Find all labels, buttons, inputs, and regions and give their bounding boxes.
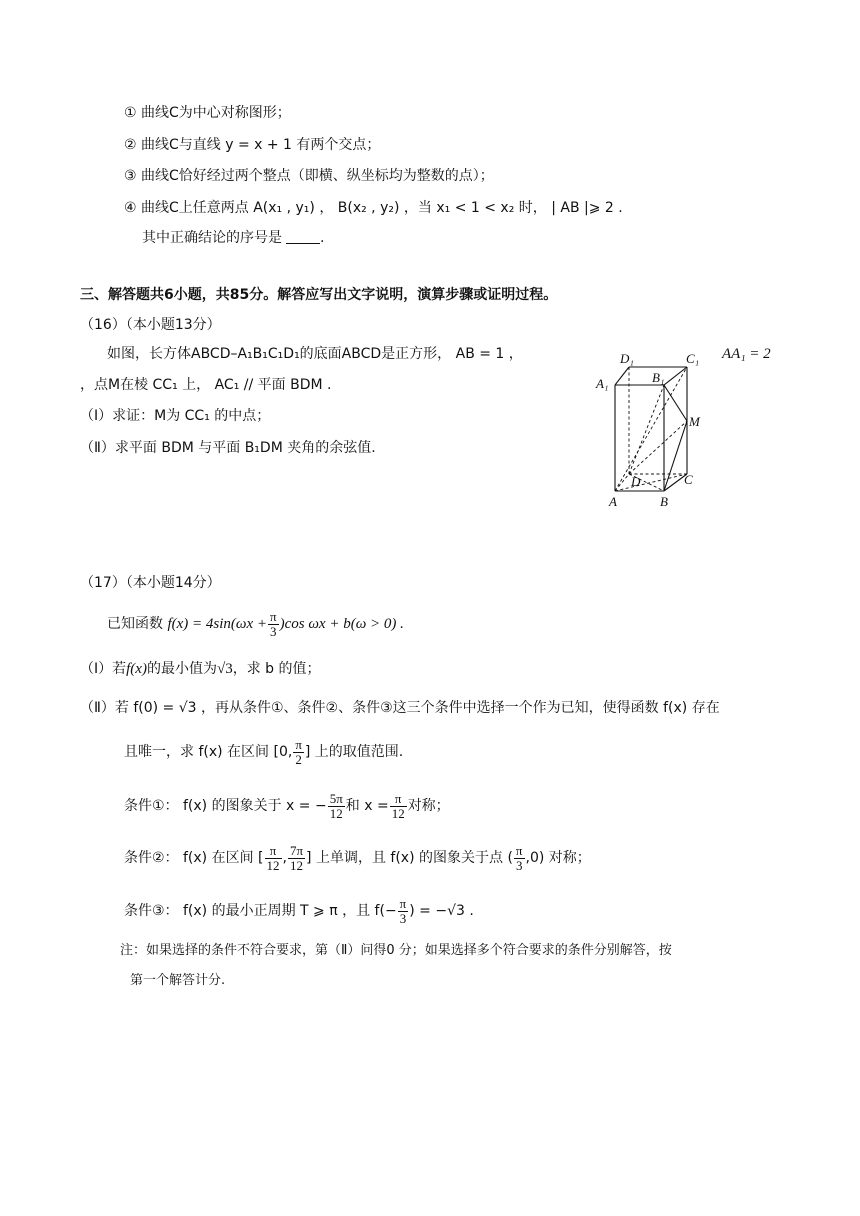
q15-item-1: ① 曲线C为中心对称图形； xyxy=(124,105,291,121)
q17-condition-2: 条件②： f(x) 在区间 [ $\frac{\pi}{12}$ , $\frac{7\pi}{12}$ ] 上单调，且 f(x) 的图象关于点 ( $\frac{\pi}{3}$ ,0) 对称； xyxy=(124,842,591,873)
q15-conclusion-text: 其中正确结论的序号是 xyxy=(142,230,282,246)
q17-part2-line1: （Ⅱ）若 f(0) = √3 ，再从条件①、条件②、条件③这三个条件中选择一个作为已知，使得函数 f(x) 存在 xyxy=(80,700,720,716)
edge-a1d1 xyxy=(615,367,629,385)
q17-part1: （Ⅰ）若f(x)的最小值为√3，求 b 的值； xyxy=(80,661,321,677)
frac-7pi-12: $\frac{7\pi}{12}$ xyxy=(289,842,304,873)
label-m: M xyxy=(689,414,700,429)
section-three-heading: 三、解答题共6小题，共85分。解答应写出文字说明，演算步骤或证明过程。 xyxy=(80,287,558,303)
frac-5pi-12: $\frac{5\pi}{12}$ xyxy=(329,790,343,821)
segment-b1m xyxy=(664,385,687,421)
label-a: A xyxy=(609,494,617,509)
label-d: D xyxy=(631,474,641,489)
frac-pi-2: $\frac{\pi}{2}$ xyxy=(295,736,302,767)
frac-pi-12-b: $\frac{\pi}{12}$ xyxy=(266,842,280,873)
label-b1: B₁ xyxy=(652,370,665,385)
func-left: f(x) = 4sin(ωx + xyxy=(167,616,268,632)
q17-given-prefix: 已知函数 xyxy=(107,616,163,632)
edge-b1c1 xyxy=(664,367,687,385)
cuboid-figure xyxy=(592,350,722,515)
frac-pi-3: $\frac{\pi}{3}$ xyxy=(270,608,277,639)
q17-note-line2: 第一个解答计分. xyxy=(130,973,226,988)
q15-conclusion: 其中正确结论的序号是 . xyxy=(142,230,325,246)
q17-note-line1: 注：如果选择的条件不符合要求，第（Ⅱ）问得0 分；如果选择多个符合要求的条件分别解答，按 xyxy=(120,943,672,958)
frac-pi-12: $\frac{\pi}{12}$ xyxy=(391,790,405,821)
q15-item-4: ④ 曲线C上任意两点 A(x₁ , y₁) ， B(x₂ , y₂) ，当 x₁ < 1 < x₂ 时， | AB |⩾ 2 . xyxy=(124,200,623,216)
q16-part2: （Ⅱ）求平面 BDM 与平面 B₁DM 夹角的余弦值. xyxy=(80,440,376,456)
q16-stem-line2: ，点M在棱 CC₁ 上， AC₁ // 平面 BDM . xyxy=(80,377,332,393)
q17-header: （17）（本小题14分） xyxy=(80,575,221,591)
frac-pi-3-c: $\frac{\pi}{3}$ xyxy=(399,895,407,926)
segment-db1 xyxy=(629,385,664,474)
frac-pi-3-b: $\frac{\pi}{3}$ xyxy=(515,842,523,873)
q16-stem-line1: 如图，长方体ABCD–A₁B₁C₁D₁的底面ABCD是正方形， AB = 1 ， xyxy=(107,346,523,362)
q16-header: （16）（本小题13分） xyxy=(80,317,221,333)
answer-blank xyxy=(286,229,320,244)
label-b: B xyxy=(660,494,668,509)
func-right: )cos ωx + b(ω > 0) . xyxy=(279,616,404,632)
diagonal-ac1 xyxy=(615,367,687,491)
q16-part1: （Ⅰ）求证：M为 CC₁ 的中点； xyxy=(80,408,271,424)
q17-condition-1: 条件①： f(x) 的图象关于 x = − $\frac{5\pi}{12}$ 和 x = $\frac{\pi}{12}$ 对称； xyxy=(124,790,450,821)
q17-condition-3: 条件③： f(x) 的最小正周期 T ⩾ π ，且 f(− $\frac{\pi}{3}$ ) = −√3 . xyxy=(124,895,474,926)
q15-item-3: ③ 曲线C恰好经过两个整点（即横、纵坐标均为整数的点）； xyxy=(124,168,494,184)
q16-aa1: AA₁ = 2 xyxy=(722,346,771,362)
q15-item-2: ② 曲线C与直线 y = x + 1 有两个交点； xyxy=(124,137,381,153)
q17-part2-line2: 且唯一，求 f(x) 在区间 [0, $\frac{\pi}{2}$ ] 上的取值范围. xyxy=(124,736,404,767)
label-c: C xyxy=(684,472,693,487)
label-c1: C₁ xyxy=(686,351,700,366)
label-a1: A₁ xyxy=(596,376,609,391)
label-d1: D₁ xyxy=(620,351,634,366)
q17-function-def xyxy=(107,606,404,642)
